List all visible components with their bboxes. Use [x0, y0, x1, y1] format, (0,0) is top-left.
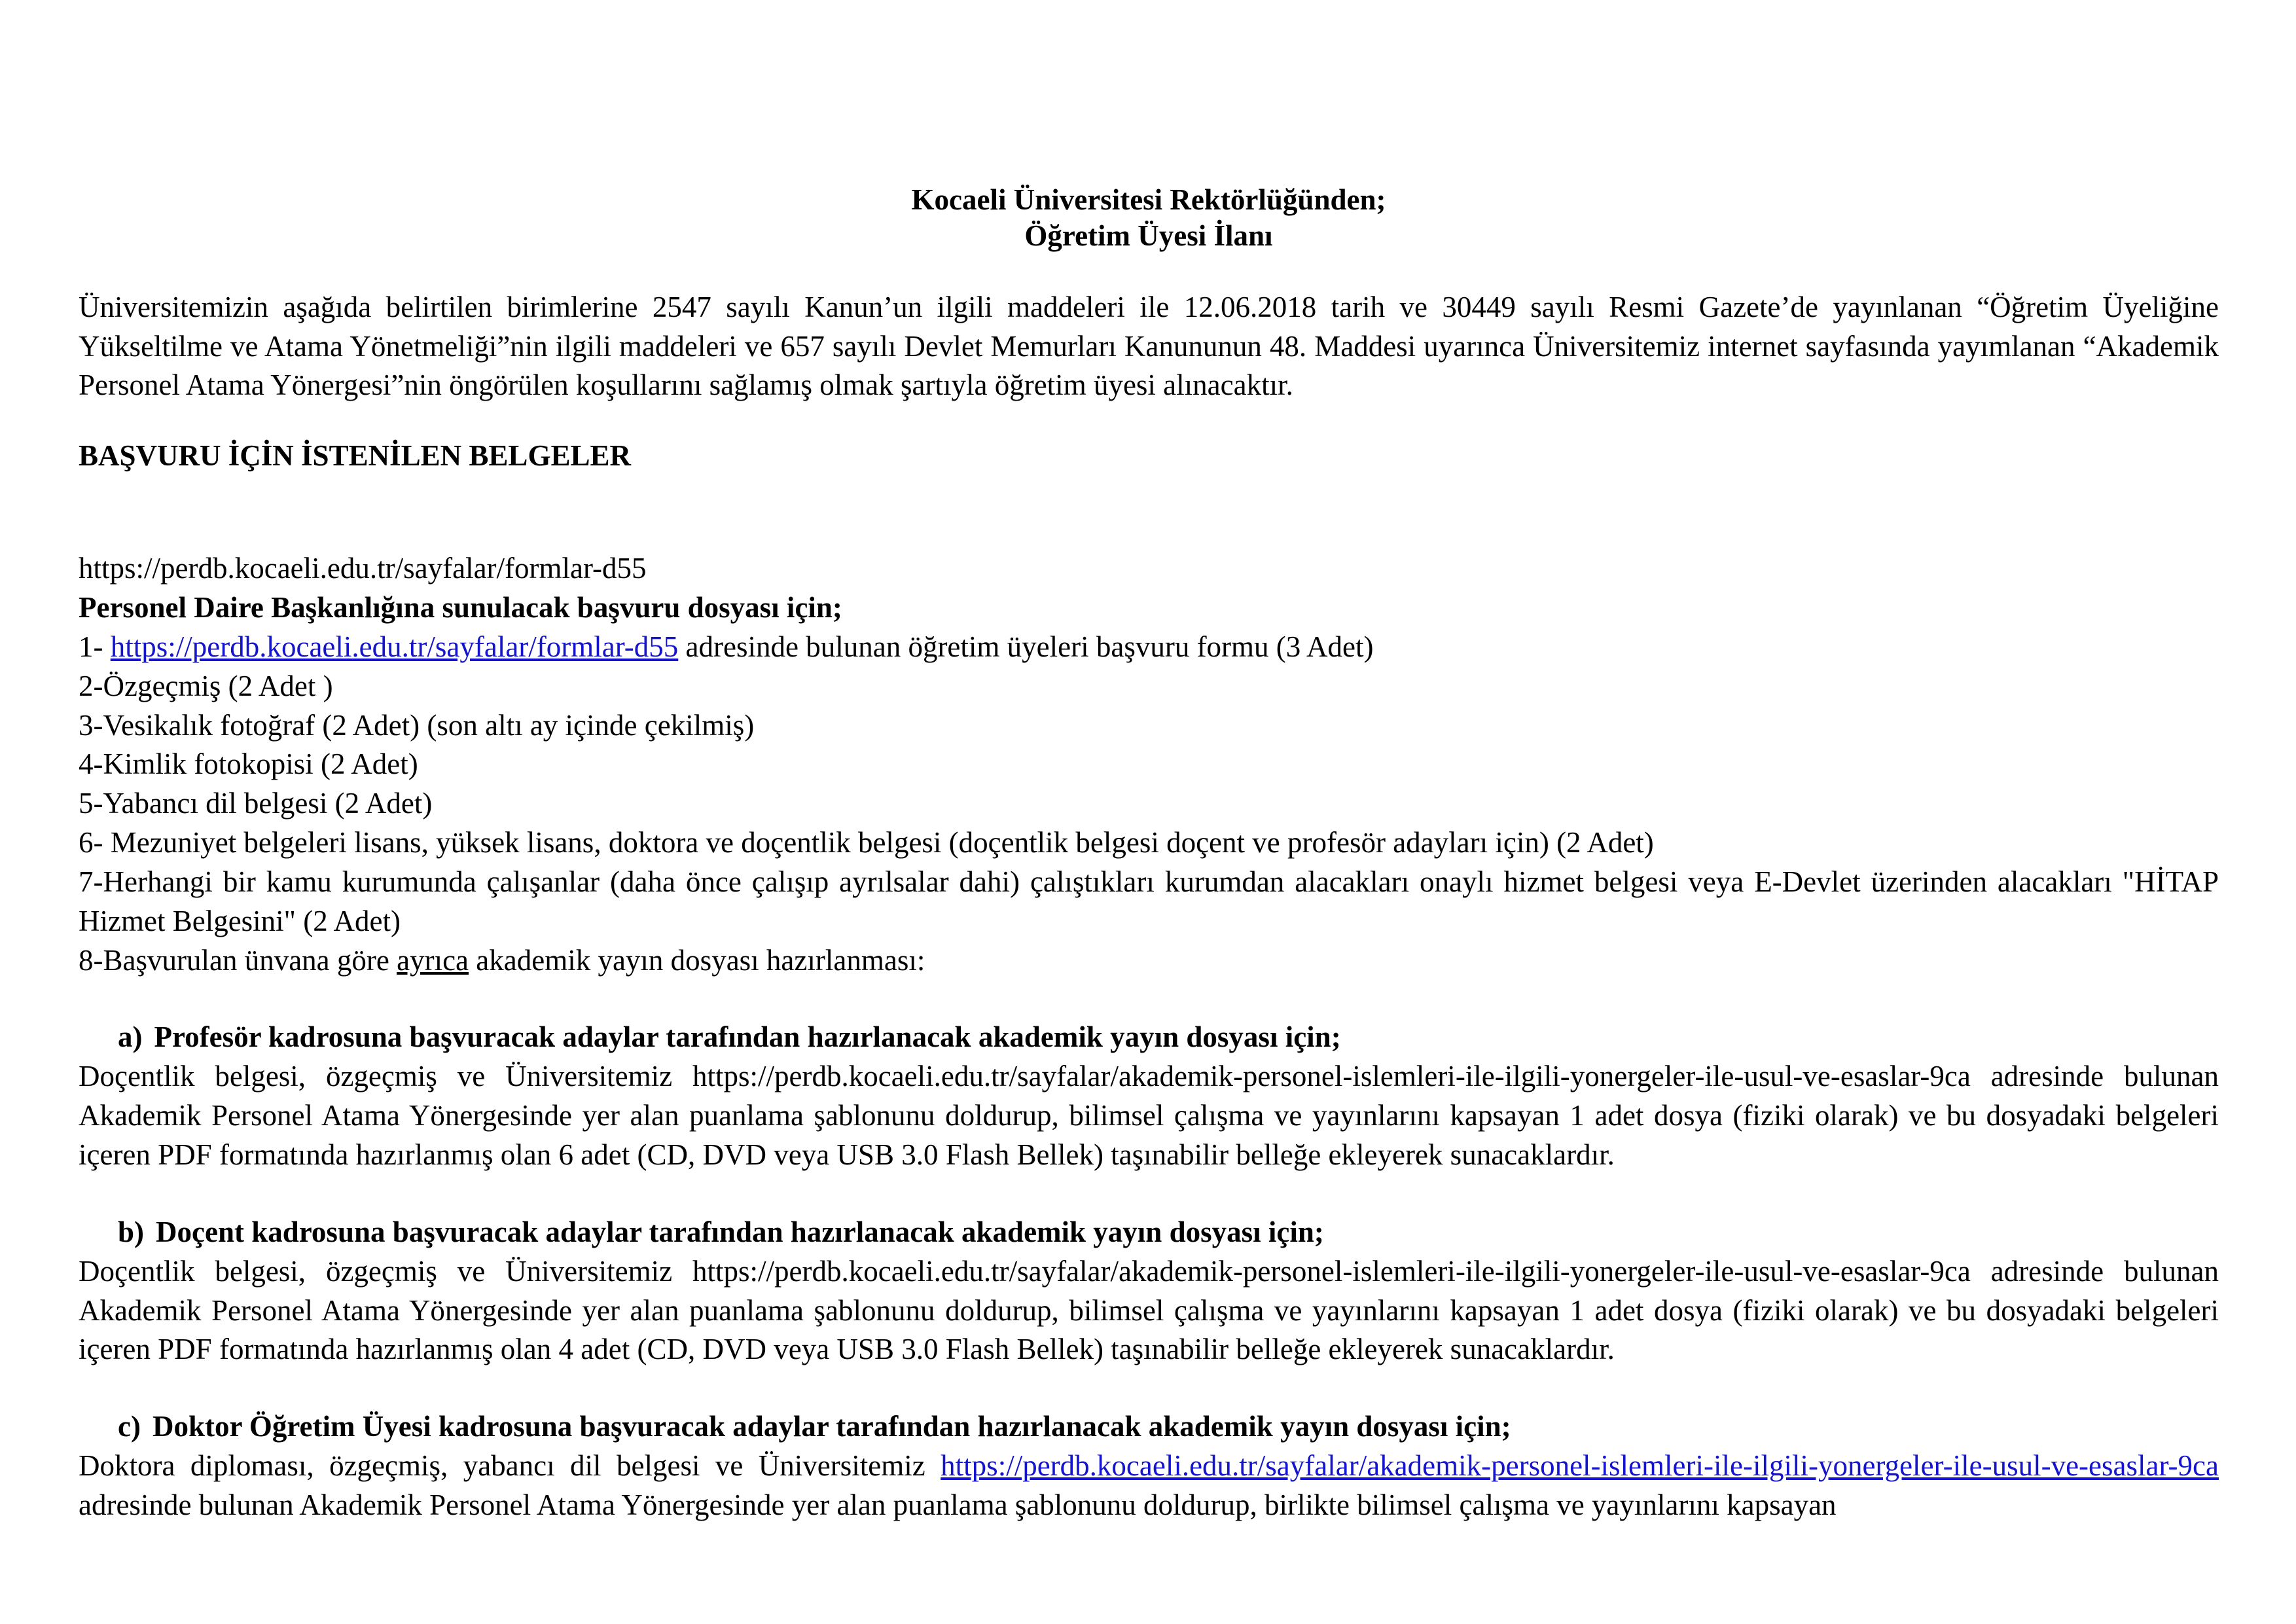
subsection-c-body-after: adresinde bulunan Akademik Personel Atama Yönergesinde yer alan puanlama şablonunu doldurup, birlikte bilimsel çalışma ve yayınlarını kapsayan: [79, 1488, 1837, 1521]
subsection-a-heading-text: Profesör kadrosuna başvuracak adaylar tarafından hazırlanacak akademik yayın dosyası için;: [154, 1020, 1341, 1054]
subsection-c: [79, 1407, 2219, 1525]
subsection-a-letter: a): [118, 1020, 143, 1054]
document-item-4: 4-Kimlik fotokopisi (2 Adet): [79, 748, 418, 781]
title-line-1: Kocaeli Üniversitesi Rektörlüğünden;: [911, 183, 1386, 216]
yonergeler-link[interactable]: https://perdb.kocaeli.edu.tr/sayfalar/akademik-personel-islemleri-ile-ilgili-yonergeler-ile-usul-ve-esaslar-9ca: [941, 1449, 2219, 1483]
subsection-b-letter: b): [118, 1215, 145, 1248]
document-item-6: 6- Mezuniyet belgeleri lisans, yüksek lisans, doktora ve doçentlik belgesi (doçentlik belgesi doçent ve profesör adayları için) (2 Adet): [79, 826, 1654, 859]
subsection-c-body-before: Doktora diploması, özgeçmiş, yabancı dil belgesi ve Üniversitemiz: [79, 1449, 941, 1483]
document-title: [79, 0, 2219, 254]
title-line-2: Öğretim Üyesi İlanı: [1024, 219, 1273, 252]
document-item-1: [79, 628, 2219, 667]
subsection-c-body: [79, 1447, 2219, 1525]
section-heading-required-documents: BAŞVURU İÇİN İSTENİLEN BELGELER: [79, 439, 631, 473]
subsection-b-body: Doçentlik belgesi, özgeçmiş ve Üniversitemiz https://perdb.kocaeli.edu.tr/sayfalar/akademik-personel-islemleri-ile-ilgili-yonergeler-ile-usul-ve-esaslar-9ca adresinde bulunan Akademik Personel Atama Yönergesinde yer alan puanlama şablonunu doldurup, bilimsel çalışma ve yayınlarını kapsayan 1 adet dosya (fiziki olarak) ve bu dosyadaki belgeleri içeren PDF formatında hazırlanmış olan 4 adet (CD, DVD veya USB 3.0 Flash Bellek) taşınabilir belleğe ekleyerek sunacaklardır.: [79, 1254, 2219, 1366]
plain-url-line: https://perdb.kocaeli.edu.tr/sayfalar/formlar-d55: [79, 552, 647, 585]
formlar-link[interactable]: https://perdb.kocaeli.edu.tr/sayfalar/formlar-d55: [110, 630, 679, 663]
document-item-1-number: 1-: [79, 630, 111, 663]
document-item-8: [79, 941, 2219, 981]
document-item-8-emphasis: ayrıca: [397, 943, 469, 977]
document-item-1-text: adresinde bulunan öğretim üyeleri başvuru formu (3 Adet): [678, 630, 1374, 663]
document-item-7: 7-Herhangi bir kamu kurumunda çalışanlar (daha önce çalışıp ayrılsalar dahi) çalıştıkları kurumdan alacakları onaylı hizmet belgesi veya E-Devlet üzerinden alacakları "HİTAP Hizmet Belgesini" (2 Adet): [79, 865, 2219, 937]
document-item-8-after: akademik yayın dosyası hazırlanması:: [469, 943, 925, 977]
subsection-c-heading: [79, 1407, 2219, 1447]
subsection-b-heading: [79, 1213, 2219, 1252]
subsection-c-letter: c): [118, 1410, 141, 1443]
subsection-b-heading-text: Doçent kadrosuna başvuracak adaylar tarafından hazırlanacak akademik yayın dosyası için;: [156, 1215, 1324, 1248]
subsection-a-heading: [79, 1018, 2219, 1057]
intro-paragraph: Üniversitemizin aşağıda belirtilen birimlerine 2547 sayılı Kanun’un ilgili maddeleri ile 12.06.2018 tarih ve 30449 sayılı Resmi Gazete’de yayınlanan “Öğretim Üyeliğine Yükseltilme ve Atama Yönetmeliği”nin ilgili maddeleri ve 657 sayılı Devlet Memurları Kanununun 48. Maddesi uyarınca Üniversitemiz internet sayfasında yayımlanan “Akademik Personel Atama Yönergesi”nin öngörülen koşullarını sağlamış olmak şartıyla öğretim üyesi alınacaktır.: [79, 290, 2219, 402]
subsection-a: [79, 1018, 2219, 1174]
document-item-5: 5-Yabancı dil belgesi (2 Adet): [79, 787, 433, 820]
document-item-8-before: 8-Başvurulan ünvana göre: [79, 943, 397, 977]
subsection-c-heading-text: Doktor Öğretim Üyesi kadrosuna başvuracak adaylar tarafından hazırlanacak akademik yayın dosyası için;: [152, 1410, 1511, 1443]
subsection-b: [79, 1213, 2219, 1369]
document-item-3: 3-Vesikalık fotoğraf (2 Adet) (son altı ay içinde çekilmiş): [79, 708, 755, 742]
document-item-2: 2-Özgeçmiş (2 Adet ): [79, 669, 333, 702]
subsection-a-body: Doçentlik belgesi, özgeçmiş ve Üniversitemiz https://perdb.kocaeli.edu.tr/sayfalar/akademik-personel-islemleri-ile-ilgili-yonergeler-ile-usul-ve-esaslar-9ca adresinde bulunan Akademik Personel Atama Yönergesinde yer alan puanlama şablonunu doldurup, bilimsel çalışma ve yayınlarını kapsayan 1 adet dosya (fiziki olarak) ve bu dosyadaki belgeleri içeren PDF formatında hazırlanmış olan 6 adet (CD, DVD veya USB 3.0 Flash Bellek) taşınabilir belleğe ekleyerek sunacaklardır.: [79, 1060, 2219, 1171]
submission-heading: Personel Daire Başkanlığına sunulacak başvuru dosyası için;: [79, 591, 842, 624]
